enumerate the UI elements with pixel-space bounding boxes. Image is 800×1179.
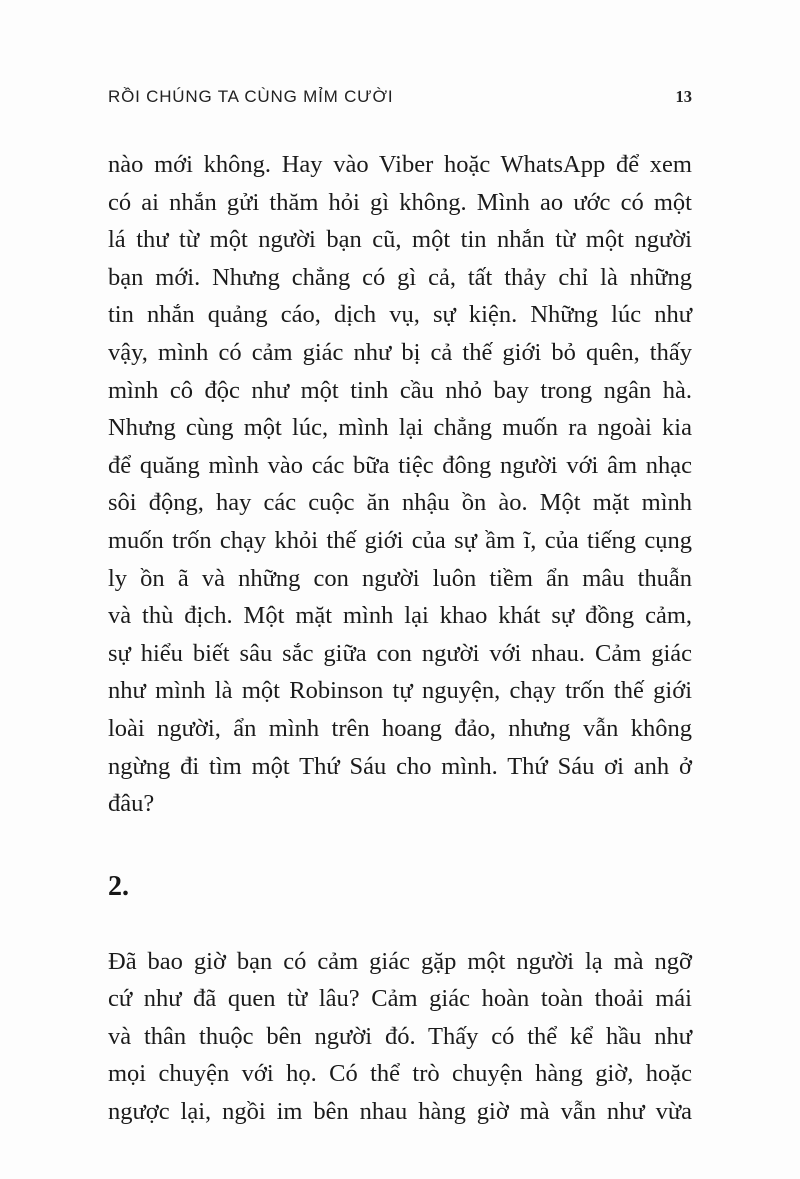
body-text [108,146,692,1131]
paragraph-continuation [108,146,692,823]
text-line: bạn mới. Nhưng chẳng có gì cả, tất thảy chỉ là những [108,263,692,291]
text-line: loài người, ẩn mình trên hoang đảo, nhưng vẫn không [108,714,692,742]
text-line: và thân thuộc bên người đó. Thấy có thể kể hầu như [108,1022,692,1050]
text-line: muốn trốn chạy khỏi thế giới của sự ầm ĩ, của tiếng cụng [108,526,692,554]
paragraph-2 [108,943,692,1131]
running-title: RỒI CHÚNG TA CÙNG MỈM CƯỜI [108,87,394,106]
text-line: có ai nhắn gửi thăm hỏi gì không. Mình ao ước có một [108,188,692,216]
text-line: để quăng mình vào các bữa tiệc đông người với âm nhạc [108,451,692,479]
text-line: ngược lại, ngồi im bên nhau hàng giờ mà vẫn như vừa [108,1098,692,1126]
text-line: vậy, mình có cảm giác như bị cả thế giới bỏ quên, thấy [108,338,692,366]
text-line: mình cô độc như một tinh cầu nhỏ bay trong ngân hà. [108,376,692,404]
text-line: mọi chuyện với họ. Có thể trò chuyện hàng giờ, hoặc [108,1060,692,1088]
text-line: như mình là một Robinson tự nguyện, chạy trốn thế giới [108,677,692,705]
text-line: nào mới không. Hay vào Viber hoặc WhatsApp để xem [108,151,692,178]
text-line: đâu? [108,790,155,818]
text-line: sự hiểu biết sâu sắc giữa con người với nhau. Cảm giác [108,639,692,667]
text-line: tin nhắn quảng cáo, dịch vụ, sự kiện. Những lúc như [108,301,692,329]
section-heading: 2. [108,870,129,902]
text-line: ngừng đi tìm một Thứ Sáu cho mình. Thứ Sáu ơi anh ở [108,752,692,780]
text-line: và thù địch. Một mặt mình lại khao khát sự đồng cảm, [108,602,692,630]
text-line: Nhưng cùng một lúc, mình lại chẳng muốn ra ngoài kia [108,414,692,442]
text-line: sôi động, hay các cuộc ăn nhậu ồn ào. Một mặt mình [108,489,692,517]
page-number: 13 [675,87,692,106]
text-line: ly ồn ã và những con người luôn tiềm ẩn mâu thuẫn [108,564,692,592]
text-line: cứ như đã quen từ lâu? Cảm giác hoàn toàn thoải mái [108,985,692,1013]
running-header [108,86,692,108]
text-line: Đã bao giờ bạn có cảm giác gặp một người lạ mà ngỡ [108,947,692,975]
text-line: lá thư từ một người bạn cũ, một tin nhắn từ một người [108,226,692,254]
